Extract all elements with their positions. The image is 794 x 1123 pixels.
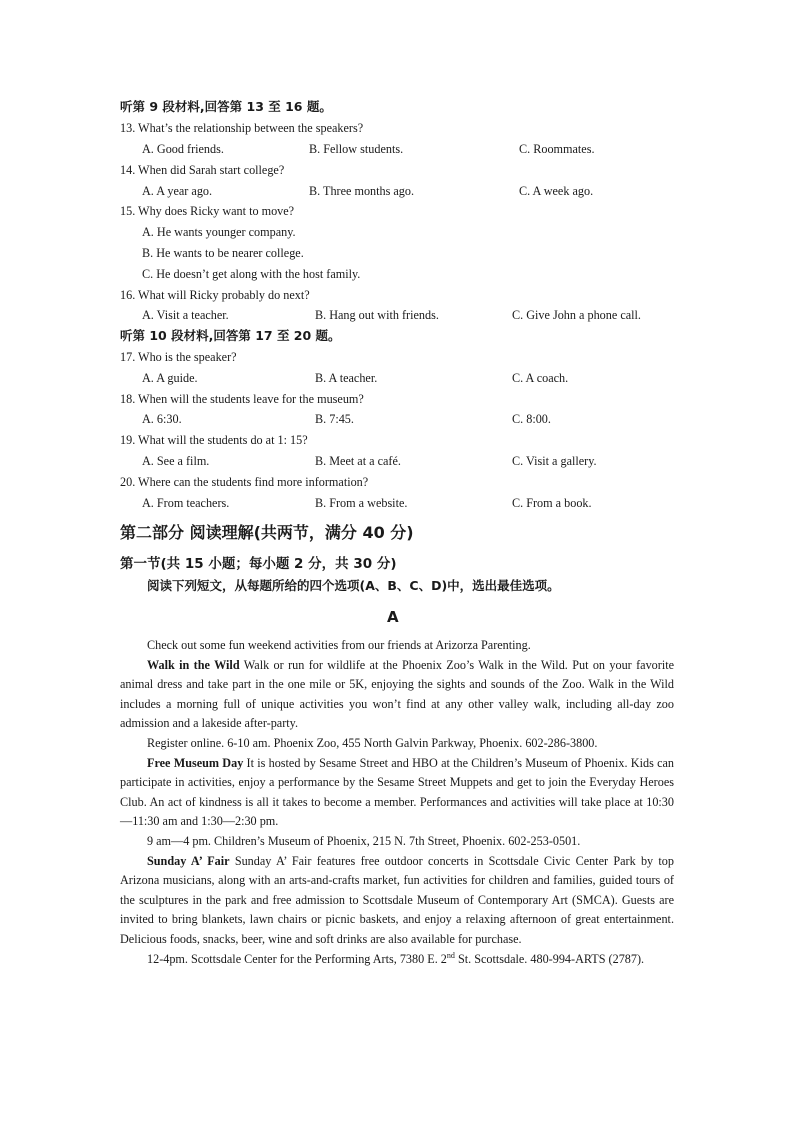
section-1-title: 第一节(共 15 小题；每小题 2 分，共 30 分) [120,556,397,572]
reading-instruction: 阅读下列短文，从每题所给的四个选项(A、B、C、D)中，选出最佳选项。 [147,578,560,593]
part-2-title: 第二部分 阅读理解(共两节，满分 40 分) [120,523,414,542]
q15-option-c: C. He doesn’t get along with the host family. [142,267,361,281]
q18-option-a: A. 6:30. [142,412,182,426]
q15-option-a: A. He wants younger company. [142,225,296,239]
question-13: 13. What’s the relationship between the speakers? [120,121,364,135]
q20-option-b: B. From a website. [315,496,408,510]
listening-10-header: 听第 10 段材料,回答第 17 至 20 题。 [120,328,341,343]
q16-option-a: A. Visit a teacher. [142,308,229,322]
sunday-a-fair-info [120,950,674,970]
q17-option-b: B. A teacher. [315,371,378,385]
q14-option-b: B. Three months ago. [309,184,415,198]
listening-9-header: 听第 9 段材料,回答第 13 至 16 题。 [120,99,332,114]
question-16: 16. What will Ricky probably do next? [120,288,310,302]
walk-in-the-wild-text: Walk or run for wildlife at the Phoenix Zoo’s Walk in the Wild. Put on your favorite animal dress and take part in the one mile or 5K, enjoying the sights and sounds of the Zoo. Walk in the Wild includes a morning full of unique activities you won’t find at any other valley walk, including all-day zoo admission and a lakeside after-party. [120,657,675,731]
q14-option-a: A. A year ago. [142,184,213,198]
q16-option-b: B. Hang out with friends. [315,308,439,322]
q19-option-c: C. Visit a gallery. [512,454,597,468]
free-museum-day-paragraph [120,754,674,832]
free-museum-day-info: 9 am—4 pm. Children’s Museum of Phoenix, 215 N. 7th Street, Phoenix. 602-253-0501. [147,833,581,848]
fair-info-superscript: nd [446,950,455,960]
question-14: 14. When did Sarah start college? [120,163,285,177]
q15-option-b: B. He wants to be nearer college. [142,246,304,260]
q18-option-c: C. 8:00. [512,412,551,426]
sunday-a-fair-paragraph [120,852,674,950]
q13-option-a: A. Good friends. [142,142,224,156]
fair-info-part-a: 12-4pm. Scottsdale Center for the Performing Arts, 7380 E. 2 [147,951,447,966]
free-museum-day-title: Free Museum Day [147,755,244,770]
q14-option-c: C. A week ago. [519,184,594,198]
q17-option-a: A. A guide. [142,371,198,385]
q20-option-c: C. From a book. [512,496,592,510]
walk-in-the-wild-paragraph [120,656,674,734]
sunday-a-fair-title: Sunday A’ Fair [147,853,230,868]
sunday-a-fair-text: Sunday A’ Fair features free outdoor concerts in Scottsdale Civic Center Park by top Arizona musicians, along with an arts-and-crafts market, fun activities for children and families, guided tours of the sculptures in the park and free admission to Scottsdale Museum of Contemporary Art (SMCA). Guests are invited to bring blankets, lawn chairs or picnic baskets, and enjoy a relaxing afternoon of great entertainment. Delicious foods, snacks, beer, wine and soft drinks are also available for purchase. [120,853,674,946]
question-17: 17. Who is the speaker? [120,350,237,364]
walk-in-the-wild-info: Register online. 6-10 am. Phoenix Zoo, 455 North Galvin Parkway, Phoenix. 602-286-3800. [147,735,598,750]
free-museum-day-text: It is hosted by Sesame Street and HBO at the Children’s Museum of Phoenix. Kids can participate in activities, enjoy a performance by the Sesame Street Muppets and get to join the Everyday Heroes Club. An act of kindness is all it takes to become a member. Performances and activities will take place at 10:30—11:30 am and 1:30—2:30 pm. [120,755,674,829]
question-18: 18. When will the students leave for the museum? [120,392,364,406]
q20-option-a: A. From teachers. [142,496,230,510]
q16-option-c: C. Give John a phone call. [512,308,641,322]
walk-in-the-wild-title: Walk in the Wild [147,657,240,672]
q17-option-c: C. A coach. [512,371,569,385]
q13-option-b: B. Fellow students. [309,142,404,156]
fair-info-part-b: St. Scottsdale. 480-994-ARTS (2787). [454,951,645,966]
q19-option-a: A. See a film. [142,454,210,468]
question-20: 20. Where can the students find more information? [120,475,369,489]
passage-a-body [120,636,674,969]
q19-option-b: B. Meet at a café. [315,454,401,468]
question-15: 15. Why does Ricky want to move? [120,204,295,218]
q18-option-b: B. 7:45. [315,412,354,426]
question-19: 19. What will the students do at 1: 15? [120,433,308,447]
passage-letter: A [387,608,399,626]
passage-intro: Check out some fun weekend activities from our friends at Arizorza Parenting. [147,638,531,652]
q13-option-c: C. Roommates. [519,142,595,156]
